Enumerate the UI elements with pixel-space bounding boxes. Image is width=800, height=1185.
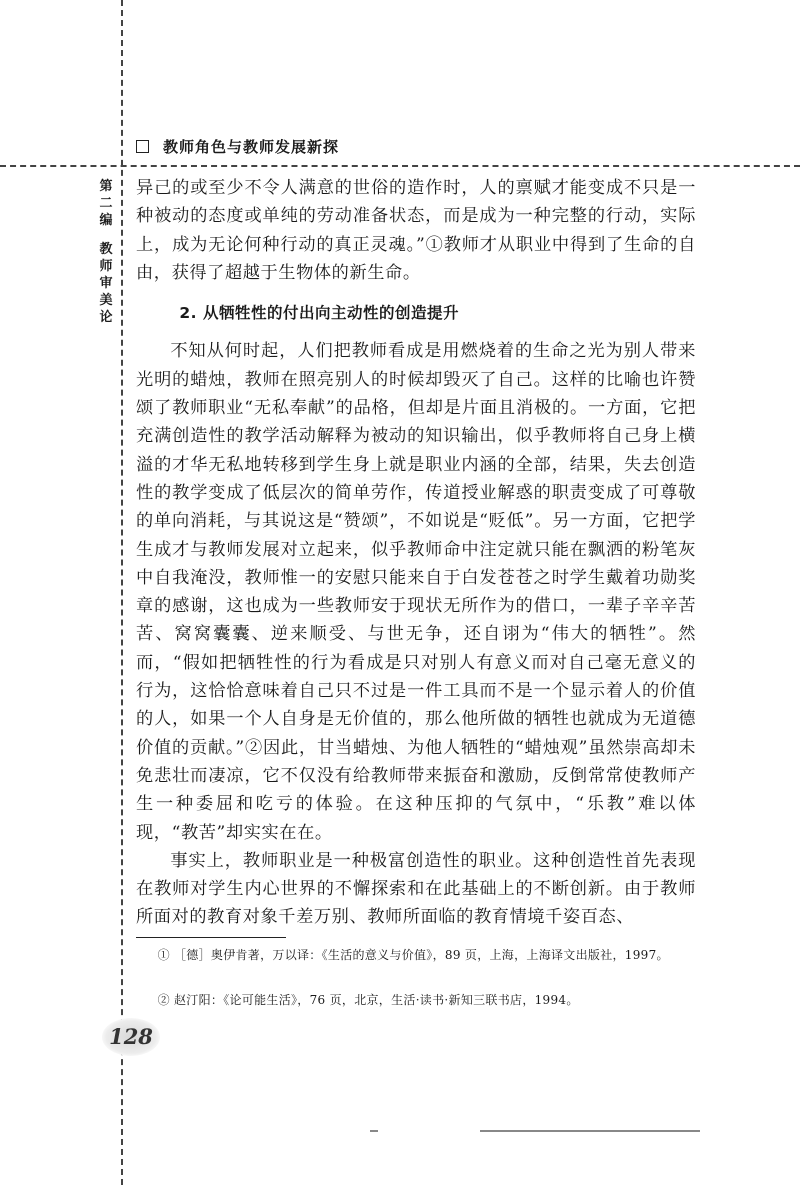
side-label-title: 教师审美论 xyxy=(99,242,113,325)
paragraph-2: 不知从何时起，人们把教师看成是用燃烧着的生命之光为别人带来光明的蜡烛，教师在照亮别人的时候却毁灭了自己。这样的比喻也许赞颂了教师职业“无私奉献”的品格，但却是片面且消极的。一方面，它把充满创造性的教学活动解释为被动的知识输出，似乎教师将自己身上横溢的才华无私地转移到学生身上就是职业内涵的全部，结果，失去创造性的教学变成了低层次的简单劳作，传道授业解惑的职责变成了可尊敬的单向消耗，与其说这是“赞颂”，不如说是“贬低”。另一方面，它把学生成才与教师发展对立起来，似乎教师命中注定就只能在飘洒的粉笔灰中自我淹没，教师惟一的安慰只能来自于白发苍苍之时学生戴着功勋奖章的感谢，这也成为一些教师安于现状无所作为的借口，一辈子辛辛苦苦、窝窝囊囊、逆来顺受、与世无争，还自诩为“伟大的牺牲”。然而，“假如把牺牲性的行为看成是只对别人有意义而对自己毫无意义的行为，这恰恰意味着自己只不过是一件工具而不是一个显示着人的价值的人，如果一个人自身是无价值的，那么他所做的牺牲也就成为无道德价值的贡献。”②因此，甘当蜡烛、为他人牺牲的“蜡烛观”虽然崇高却未免悲壮而凄凉，它不仅没有给教师带来振奋和激励，反倒常常使教师产生一种委屈和吃亏的体验。在这种压抑的气氛中，“乐教”难以体现，“教苦”却实实在在。 xyxy=(136,341,696,843)
scan-artifact xyxy=(480,1130,700,1132)
main-text xyxy=(136,174,696,932)
header-dashed-line-horizontal xyxy=(0,165,800,167)
header-title: 教师角色与教师发展新探 xyxy=(163,138,340,156)
running-header xyxy=(136,136,339,157)
section-heading: 2. 从牺牲性的付出向主动性的创造提升 xyxy=(179,304,459,323)
footnote-rule xyxy=(136,937,286,938)
side-label xyxy=(96,178,116,326)
square-bullet-icon xyxy=(136,140,149,153)
margin-dashed-line-vertical xyxy=(121,0,123,1185)
footnote-1: ① ［德］奥伊肯著，万以译：《生活的意义与价值》，89 页，上海，上海译文出版社，1997。 xyxy=(157,948,669,962)
footnote-2: ② 赵汀阳：《论可能生活》，76 页，北京，生活·读书·新知三联书店，1994。 xyxy=(157,993,579,1007)
paragraph-3: 事实上，教师职业是一种极富创造性的职业。这种创造性首先表现在教师对学生内心世界的不懈探索和在此基础上的不断创新。由于教师所面对的教育对象千差万别、教师所面临的教育情境千姿百态、 xyxy=(136,850,696,928)
side-label-part: 第二编 xyxy=(99,179,113,228)
paragraph-1: 异己的或至少不令人满意的世俗的造作时，人的禀赋才能变成不只是一种被动的态度或单纯的劳动准备状态，而是成为一种完整的行动，实际上，成为无论何种行动的真正灵魂。”①教师才从职业中得到了生命的自由，获得了超越于生物体的新生命。 xyxy=(136,178,696,283)
page-number: 128 xyxy=(102,1018,160,1056)
scan-artifact xyxy=(370,1130,378,1132)
